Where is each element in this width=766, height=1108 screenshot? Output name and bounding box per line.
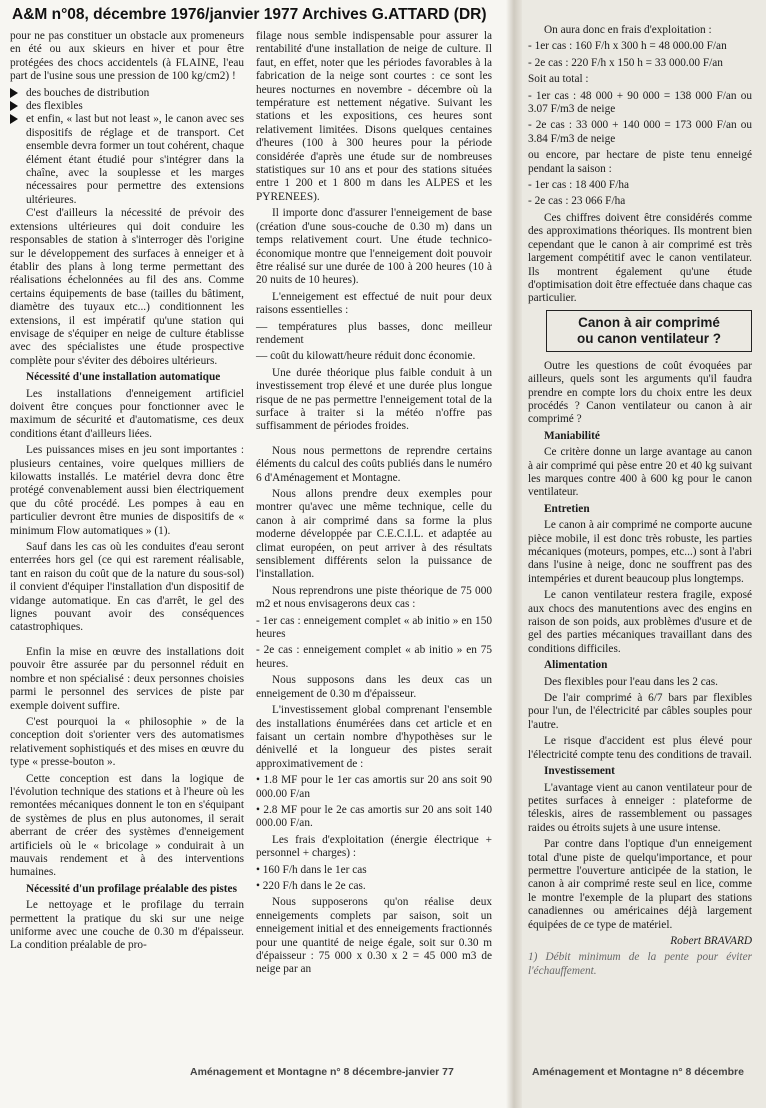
list-item: des flexibles	[10, 100, 244, 113]
list-item: • 160 F/h dans le 1er cas	[256, 863, 367, 876]
calc-line: - 2e cas : 220 F/h x 150 h = 33 000.00 F/an	[528, 56, 723, 69]
section-heading: Nécessité d'un profilage préalable des pistes	[26, 882, 237, 895]
paragraph: Des flexibles pour l'eau dans les 2 cas.	[544, 675, 718, 688]
calc-line: - 1er cas : 18 400 F/ha	[528, 179, 630, 192]
triangle-bullet-icon	[10, 101, 18, 111]
footer-right: Aménagement et Montagne n° 8 décembre	[532, 1066, 744, 1078]
paragraph: Nous supposerons qu'on réalise deux enneigements complets par saison, soit un enneigement initial et des enneigements fractionnés pour une quantité de neige égale, soit sur 0.30 m d'épaisseur : 75 000 x 0.30 x 2 = 45 000 m3 de neige par an	[256, 896, 492, 976]
paragraph: Enfin la mise en œuvre des installations doit pouvoir être assurée par du personnel réduit en nombre et non spécialisé : deux personnes choisies parmi le personnel des services de piste par exemple doivent suffire.	[10, 645, 244, 712]
page-gutter	[506, 0, 522, 1108]
paragraph: Le canon à air comprimé ne comporte aucune pièce mobile, il est donc très robuste, les parties mécaniques (moteurs, pompes, etc...) sont à l'abri dans l'usine à neige, donc ne souffrent pas des intempéries et durent beaucoup plus longtemps.	[528, 519, 752, 585]
paragraph: Les installations d'enneigement artificiel doivent être conçues pour fonctionner avec le maximum de sécurité et d'automatisme, ces deux conditions étant d'ailleurs liées.	[10, 387, 244, 440]
calc-line: Soit au total :	[528, 73, 589, 86]
footnote: 1) Débit minimum de la pente pour éviter l'échauffement.	[528, 951, 752, 977]
author-signature: Robert BRAVARD	[670, 934, 752, 947]
section-heading: Alimentation	[544, 659, 608, 672]
paragraph: L'avantage vient au canon ventilateur pour de petites surfaces à enneiger : plateforme de téleskis, aires de rassemblement ou passages raides ou étroits sujets à une usure intense.	[528, 781, 752, 834]
list-item: - 1er cas : enneigement complet « ab initio » en 150 heures	[256, 614, 492, 641]
list-item: - 2e cas : enneigement complet « ab initio » en 75 heures.	[256, 644, 492, 670]
paragraph: pour ne pas constituer un obstacle aux promeneurs en été ou aux skieurs en hiver et pour être protégées des chocs accidentels (à FLAINE, l'eau part de l'usine sous une pression de 100 kg/cm2) !	[10, 30, 244, 83]
paragraph: Ces chiffres doivent être considérés comme des approximations théoriques. Ils montrent bien cependant que le canon à air comprimé est très largement compétitif avec le canon ventilateur. Ils montrent également qu'une étude d'optimisation doit être effectuée dans chaque cas particulier.	[528, 211, 752, 305]
list-item: et enfin, « last but not least », le canon avec ses dispositifs de réglage et de transport. Cet ensemble devra former un tout cohérent, chaque élément étant étudié pour s'intégrer dans la chaîne, avec la souplesse et les marges nécessaires pour permettre des extensions ultérieures.	[10, 113, 244, 207]
column-3	[528, 24, 752, 981]
paragraph: Par contre dans l'optique d'un enneigement total d'une piste de quelqu'importance, et pour permettre l'ouverture anticipée de la station, le canon à air comprimé reste seul en lice, comme le montre l'exemple de la plupart des stations canadiennes ou américaines déjà largement équipées de ce type de matériel.	[528, 838, 752, 931]
list-item: — températures plus basses, donc meilleur rendement	[256, 320, 492, 346]
list-item: des bouches de distribution	[10, 87, 244, 100]
triangle-bullet-icon	[10, 88, 18, 98]
list-item: — coût du kilowatt/heure réduit donc économie.	[256, 350, 476, 363]
section-heading: Nécessité d'une installation automatique	[26, 371, 221, 384]
list-item: • 2.8 MF pour le 2e cas amortis sur 20 ans soit 140 000.00 F/an.	[256, 803, 492, 830]
paragraph: Nous reprendrons une piste théorique de 75 000 m2 et nous envisagerons deux cas :	[256, 584, 492, 611]
list-item: • 220 F/h dans le 2e cas.	[256, 879, 366, 892]
paragraph: C'est d'ailleurs la nécessité de prévoir des extensions ultérieures qui doit conduire les responsables de station à s'interroger dès l'origine sur le développement des surfaces à enneiger et à établir des plans à long terme permettant des réalisations échelonnées au fil des ans. Comme certains équipements de base (tailles du bâtiment, diamètre des tuyaux etc...) conditionnent les extensions, il est impératif qu'une station qui envisage de s'équiper en neige de culture établisse avec des spécialistes une étude prospective complète pour s'éviter des déboires ultérieurs.	[10, 207, 244, 367]
paragraph: Outre les questions de coût évoquées par ailleurs, quels sont les arguments qu'il faudra prendre en compte lors du choix entre les deux procédés ? Canon ventilateur ou canon à air comprimé ?	[528, 359, 752, 426]
calc-line: - 2e cas : 23 066 F/ha	[528, 195, 626, 208]
paragraph: Une durée théorique plus faible conduit à un investissement trop élevé et une durée plus longue risque de ne pas permettre l'enneigement total de la surface à traiter si la météo n'offre pas suffisamment de périodes froides.	[256, 366, 492, 433]
paragraph: filage nous semble indispensable pour assurer la rentabilité d'une installation de neige de culture. Il faut, en effet, noter que les périodes favorables à la fabrication de la neige sont courtes : ce sont les heures nocturnes en novembre - décembre où la température est nettement négative. Suivant les stations et les expositions, ces heures sont relativement limitées. Disons quelques centaines d'heures (100 à 300 heures pour la période considérée d'après une étude sur de nombreuses statistiques sur 10 ans et pour des stations situées entre 1 200 et 1 800 m dans les ALPES et les PYRENEES).	[256, 30, 492, 203]
triangle-bullet-icon	[10, 114, 18, 124]
boxed-heading: Canon à air comprimé ou canon ventilateur ?	[546, 310, 752, 352]
paragraph: Cette conception est dans la logique de l'évolution technique des stations et à l'heure où les remontées mécaniques donnent le ton en s'équipant de systèmes de plus en plus autonomes, il serait aberrant de créer des systèmes d'enneigement artificiels où le « bricolage » conduirait à un mauvais rendement et à des interventions humaines.	[10, 772, 244, 879]
archive-header: A&M n°08, décembre 1976/janvier 1977 Archives G.ATTARD (DR)	[12, 6, 487, 23]
paragraph: Il importe donc d'assurer l'enneigement de base (création d'une sous-couche de 0.30 m) dans un temps relativement court. Une étude technico-économique montre que l'enneigement doit pouvoir être réalisé sur une durée de 100 à 200 heures (10 à 20 nuits de 10 heures).	[256, 207, 492, 287]
paragraph: C'est pourquoi la « philosophie » de la conception doit s'orienter vers des automatismes relativement sophistiqués et des mises en œuvre du type « presse-bouton ».	[10, 715, 244, 769]
paragraph: Le risque d'accident est plus élevé pour l'électricité compte tenu des conditions de travail.	[528, 735, 752, 761]
paragraph: On aura donc en frais d'exploitation :	[544, 24, 712, 36]
paragraph: Le nettoyage et le profilage du terrain permettent la pratique du ski sur une neige uniforme avec une couche de 0.30 m d'épaisseur. La condition préalable de pro-	[10, 899, 244, 952]
calc-line: - 2e cas : 33 000 + 140 000 = 173 000 F/an ou 3.84 F/m3 de neige	[528, 119, 752, 145]
paragraph: De l'air comprimé à 6/7 bars par flexibles pour l'un, de l'électricité par câbles souples pour l'autre.	[528, 692, 752, 731]
section-heading: Maniabilité	[544, 429, 600, 442]
paragraph: Les frais d'exploitation (énergie électrique + personnel + charges) :	[256, 833, 492, 860]
footer-left: Aménagement et Montagne n° 8 décembre-janvier 77	[190, 1066, 454, 1078]
section-heading: Investissement	[544, 765, 615, 778]
paragraph: Sauf dans les cas où les conduites d'eau seront enterrées hors gel (ce qui est rarement réalisable, tant en raison du coût que de la nature du sous-sol) il convient d'équiper l'installation d'un dispositif de vidange automatique. En cas d'arrêt, le gel des lignes pouvant avoir des conséquences catastrophiques.	[10, 541, 244, 634]
paragraph: Nous supposons dans les deux cas un enneigement de 0.30 m d'épaisseur.	[256, 674, 492, 700]
calc-line: - 1er cas : 48 000 + 90 000 = 138 000 F/an ou 3.07 F/m3 de neige	[528, 89, 752, 116]
paragraph: Le canon ventilateur restera fragile, exposé aux chocs des manutentions avec des engins en raison de son poids, aux problèmes d'usure et de gel des parties mécaniques travaillant dans des conditions difficiles.	[528, 589, 752, 655]
section-heading: Entretien	[544, 502, 590, 515]
paragraph: Ce critère donne un large avantage au canon à air comprimé qui pèse entre 20 et 40 kg suivant les marques contre 400 à 600 kg pour le canon ventilateur.	[528, 446, 752, 499]
column-1	[10, 30, 244, 956]
paragraph: L'investissement global comprenant l'ensemble des installations énumérées dans cet article et en faisant un certain nombre d'hypothèses sur le dénivellé et la longueur des pistes serait approximativement de :	[256, 704, 492, 770]
paragraph: L'enneigement est effectué de nuit pour deux raisons essentielles :	[256, 290, 492, 317]
calc-line: ou encore, par hectare de piste tenu enneigé pendant la saison :	[528, 149, 752, 175]
column-2	[256, 30, 492, 980]
paragraph: Nous nous permettons de reprendre certains éléments du calcul des coûts publiés dans le numéro 6 d'Aménagement et Montagne.	[256, 444, 492, 484]
paragraph: Les puissances mises en jeu sont importantes : plusieurs centaines, voire quelques milliers de kilowatts installés. Le matériel devra donc être protégé convenablement aussi bien électriquement que du côté procédé. Les pompes à eau en particulier devront être munies de dispositifs de « minimum Flow automatiques » (1).	[10, 444, 244, 537]
list-item: • 1.8 MF pour le 1er cas amortis sur 20 ans soit 90 000.00 F/an	[256, 774, 492, 800]
paragraph: Nous allons prendre deux exemples pour montrer qu'avec une même technique, celle du canon à air comprimé dans sa forme la plus moderne développée par C.E.C.I.L. et adaptée au climat européen, on peut arriver à des résultats sensiblement différents selon la puissance de l'installation.	[256, 488, 492, 581]
calc-line: - 1er cas : 160 F/h x 300 h = 48 000.00 F/an	[528, 40, 727, 53]
